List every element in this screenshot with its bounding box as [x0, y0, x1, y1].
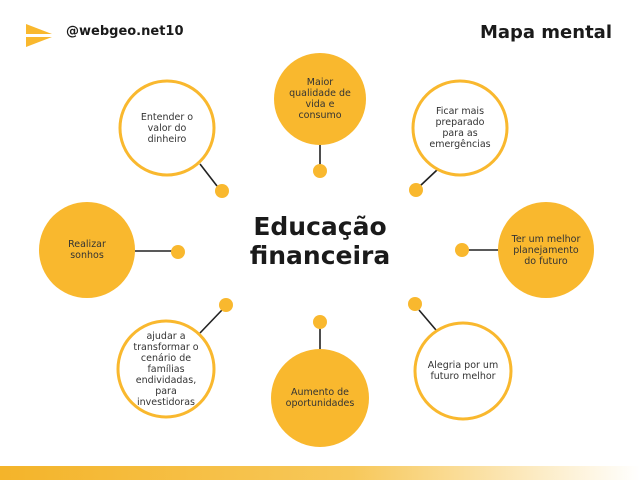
- node-label-bottom-right: Alegria por um futuro melhor: [427, 360, 499, 382]
- node-label-top: Maior qualidade de vida e consumo: [289, 77, 351, 121]
- connector-dot-top-right: [409, 183, 423, 197]
- central-topic-line-1: Educação: [253, 212, 387, 241]
- connector-dot-right: [455, 243, 469, 257]
- node-label-top-right: Ficar mais preparado para as emergências: [429, 106, 491, 150]
- node-label-left: Realizar sonhos: [68, 239, 106, 261]
- central-topic: [230, 212, 410, 270]
- node-label-top-left: Entender o valor do dinheiro: [140, 111, 194, 145]
- node-label-bottom: Aumento de oportunidades: [285, 387, 355, 409]
- connector-dot-bottom-left: [219, 298, 233, 312]
- connector-dot-left: [171, 245, 185, 259]
- node-label-bottom-left: ajudar a transformar o cenário de famílias endividadas, para investidoras: [133, 330, 199, 408]
- page-title: Mapa mental: [479, 22, 612, 43]
- central-topic-line-2: financeira: [249, 241, 391, 270]
- bottom-accent-bar: [0, 466, 640, 480]
- connector-dot-bottom: [313, 315, 327, 329]
- connector-dot-top: [313, 164, 327, 178]
- connector-dot-top-left: [215, 184, 229, 198]
- node-label-right: Ter um melhor planejamento do futuro: [511, 233, 581, 267]
- account-handle: @webgeo.net10: [66, 24, 184, 39]
- connector-dot-bottom-right: [408, 297, 422, 311]
